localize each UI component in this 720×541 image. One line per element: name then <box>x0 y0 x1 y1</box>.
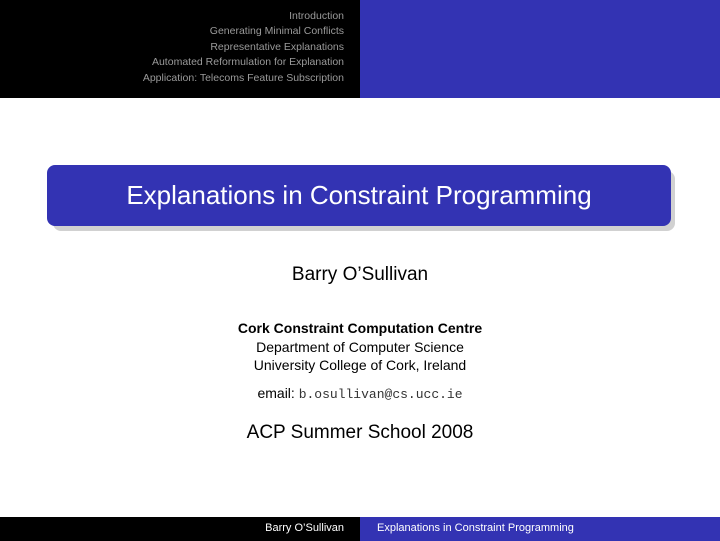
event-name: ACP Summer School 2008 <box>246 422 474 443</box>
nav-item-generating-minimal-conflicts[interactable]: Generating Minimal Conflicts <box>209 25 344 38</box>
title-box <box>47 165 671 226</box>
email-line <box>0 385 720 402</box>
header-nav-panel <box>0 0 360 98</box>
footer-author: Barry O’Sullivan <box>265 522 344 534</box>
email-address[interactable]: b.osullivan@cs.ucc.ie <box>298 387 463 402</box>
institute-university: University College of Cork, Ireland <box>253 357 467 373</box>
footer-title: Explanations in Constraint Programming <box>377 522 574 534</box>
institute-department: Department of Computer Science <box>256 339 464 355</box>
author-name: Barry O’Sullivan <box>291 264 429 285</box>
section-navigation <box>143 9 344 86</box>
nav-item-automated-reformulation[interactable]: Automated Reformulation for Explanation <box>151 56 344 69</box>
nav-item-telecoms-application[interactable]: Application: Telecoms Feature Subscription <box>142 71 344 84</box>
footer-right-panel <box>360 517 720 541</box>
nav-item-introduction[interactable]: Introduction <box>289 10 344 22</box>
institute-name: Cork Constraint Computation Centre <box>237 320 483 336</box>
header-accent-panel <box>360 0 720 98</box>
nav-item-representative-explanations[interactable]: Representative Explanations <box>210 40 344 53</box>
email-label: email: <box>257 385 295 401</box>
presentation-title: Explanations in Constraint Programming <box>126 180 592 210</box>
footer-left-panel <box>0 517 360 541</box>
